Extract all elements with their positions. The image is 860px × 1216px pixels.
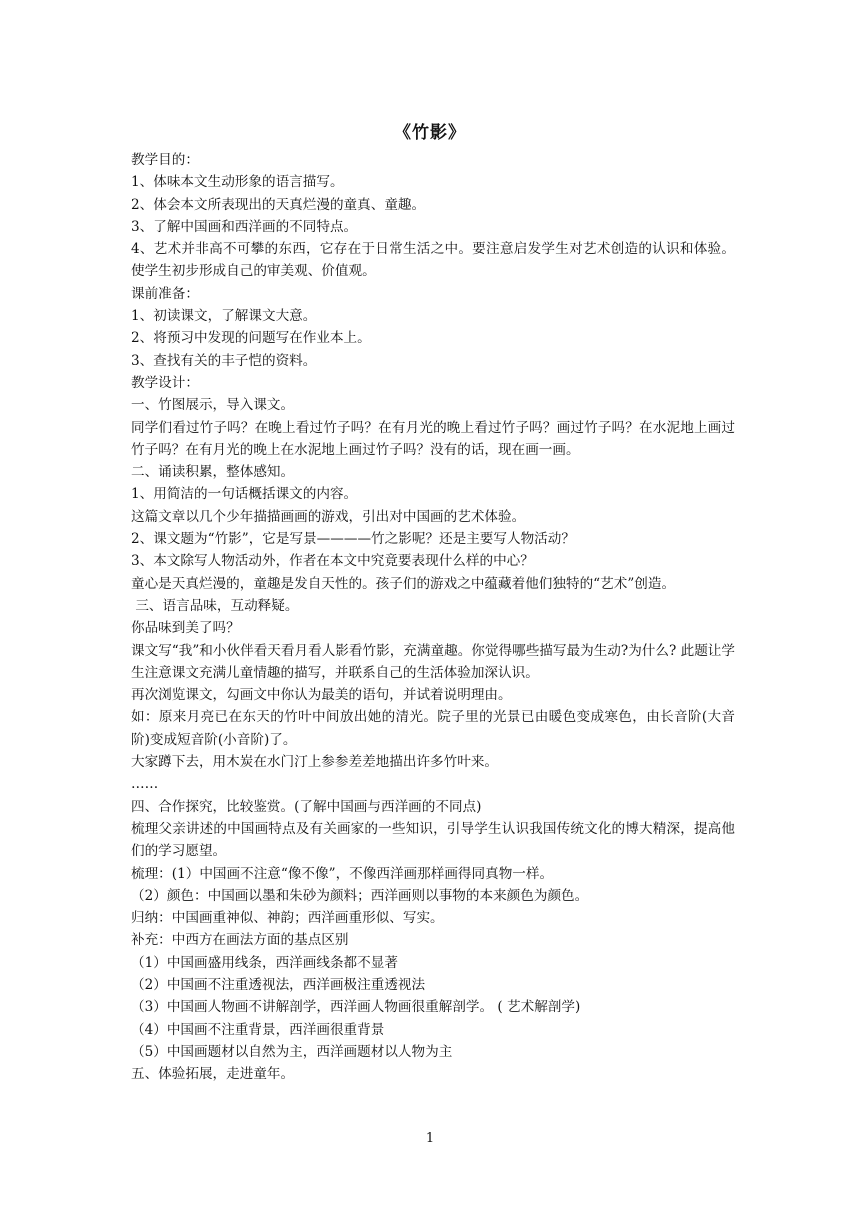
objective-item: 2、体会本文所表现出的天真烂漫的童真、童趣。 — [131, 196, 426, 213]
paragraph: 补充：中西方在画法方面的基点区别 — [131, 932, 349, 949]
comparison-item: （5）中国画题材以自然为主，西洋画题材以人物为主 — [131, 1043, 453, 1060]
document-body — [131, 149, 735, 1085]
preparation-item: 1、初读课文，了解课文大意。 — [131, 308, 317, 325]
comparison-item: （1）中国画盛用线条，西洋画线条都不显著 — [131, 954, 398, 971]
section-heading-preparation: 课前准备： — [131, 285, 199, 302]
section-heading-design: 教学设计： — [131, 374, 199, 391]
ellipsis: …… — [131, 776, 159, 793]
paragraph: 再次浏览课文，勾画文中你认为最美的语句，并试着说明理由。 — [131, 687, 512, 704]
comparison-item: （4）中国画不注重背景，西洋画很重背景 — [131, 1021, 385, 1038]
page-number: 1 — [425, 1131, 435, 1146]
paragraph: 这篇文章以几个少年描描画画的游戏，引出对中国画的艺术体验。 — [131, 508, 526, 525]
question-item: 3、本文除写人物活动外，作者在本文中究竟要表现什么样的中心？ — [131, 553, 534, 570]
step-heading: 四、合作探究，比较鉴赏。(了解中国画与西洋画的不同点) — [131, 798, 482, 815]
section-heading-objectives: 教学目的： — [131, 152, 199, 168]
paragraph: 梳理：(1）中国画不注意“像不像”，不像西洋画那样画得同真物一样。 — [131, 865, 554, 882]
preparation-item: 3、查找有关的丰子恺的资料。 — [131, 352, 317, 369]
comparison-item: （3）中国画人物画不讲解剖学，西洋画人物画很重解剖学。 ( 艺术解剖学) — [131, 999, 581, 1016]
paragraph: 同学们看过竹子吗？在晚上看过竹子吗？在有月光的晚上看过竹子吗？画过竹子吗？在水泥地上画过竹子吗？在有月光的晚上在水泥地上画过竹子吗？没有的话，现在画一画。 — [131, 419, 735, 458]
objective-item: 1、体味本文生动形象的语言描写。 — [131, 174, 344, 191]
paragraph: 梳理父亲讲述的中国画特点及有关画家的一些知识，引导学生认识我国传统文化的博大精深，提高他们的学习愿望。 — [131, 820, 735, 860]
step-heading: 五、体验拓展，走进童年。 — [131, 1066, 295, 1083]
paragraph: 你品味到美了吗？ — [131, 620, 240, 637]
question-item: 1、用简洁的一句话概括课文的内容。 — [131, 486, 358, 503]
paragraph: （2）颜色：中国画以墨和朱砂为颜料；西洋画则以事物的本来颜色为颜色。 — [131, 887, 589, 904]
document-title: 《竹影》 — [394, 123, 466, 143]
step-heading: 三、语言品味，互动释疑。 — [131, 597, 299, 614]
question-item: 2、课文题为“竹影”，它是写景————竹之影呢？还是主要写人物活动？ — [131, 531, 575, 548]
objective-item: 3、了解中国画和西洋画的不同特点。 — [131, 218, 358, 235]
objective-item: 4、艺术并非高不可攀的东西，它存在于日常生活之中。要注意启发学生对艺术创造的认识和体验。使学生初步形成自己的审美观、价值观。 — [131, 241, 735, 280]
paragraph: 归纳：中国画重神似、神韵；西洋画重形似、写实。 — [131, 910, 444, 927]
paragraph: 童心是天真烂漫的，童趣是发自天性的。孩子们的游戏之中蕴藏着他们独特的“艺术”创造。 — [131, 575, 676, 592]
comparison-item: （2）中国画不注重透视法，西洋画极注重透视法 — [131, 976, 426, 993]
paragraph: 如：原来月亮已在东天的竹叶中间放出她的清光。院子里的光景已由暖色变成寒色，由长音阶(大音阶)变成短音阶(小音阶)了。 — [131, 709, 735, 748]
paragraph: 课文写“我”和小伙伴看天看月看人影看竹影，充满童趣。你觉得哪些描写最为生动?为什么? 此题让学生注意课文充满儿童情趣的描写，并联系自己的生活体验加深认识。 — [131, 642, 735, 681]
paragraph: 大家蹲下去，用木炭在水门汀上参参差差地描出许多竹叶来。 — [131, 754, 499, 771]
preparation-item: 2、将预习中发现的问题写在作业本上。 — [131, 330, 371, 347]
step-heading: 二、诵读积累，整体感知。 — [131, 464, 295, 481]
step-heading: 一、竹图展示，导入课文。 — [131, 397, 295, 414]
